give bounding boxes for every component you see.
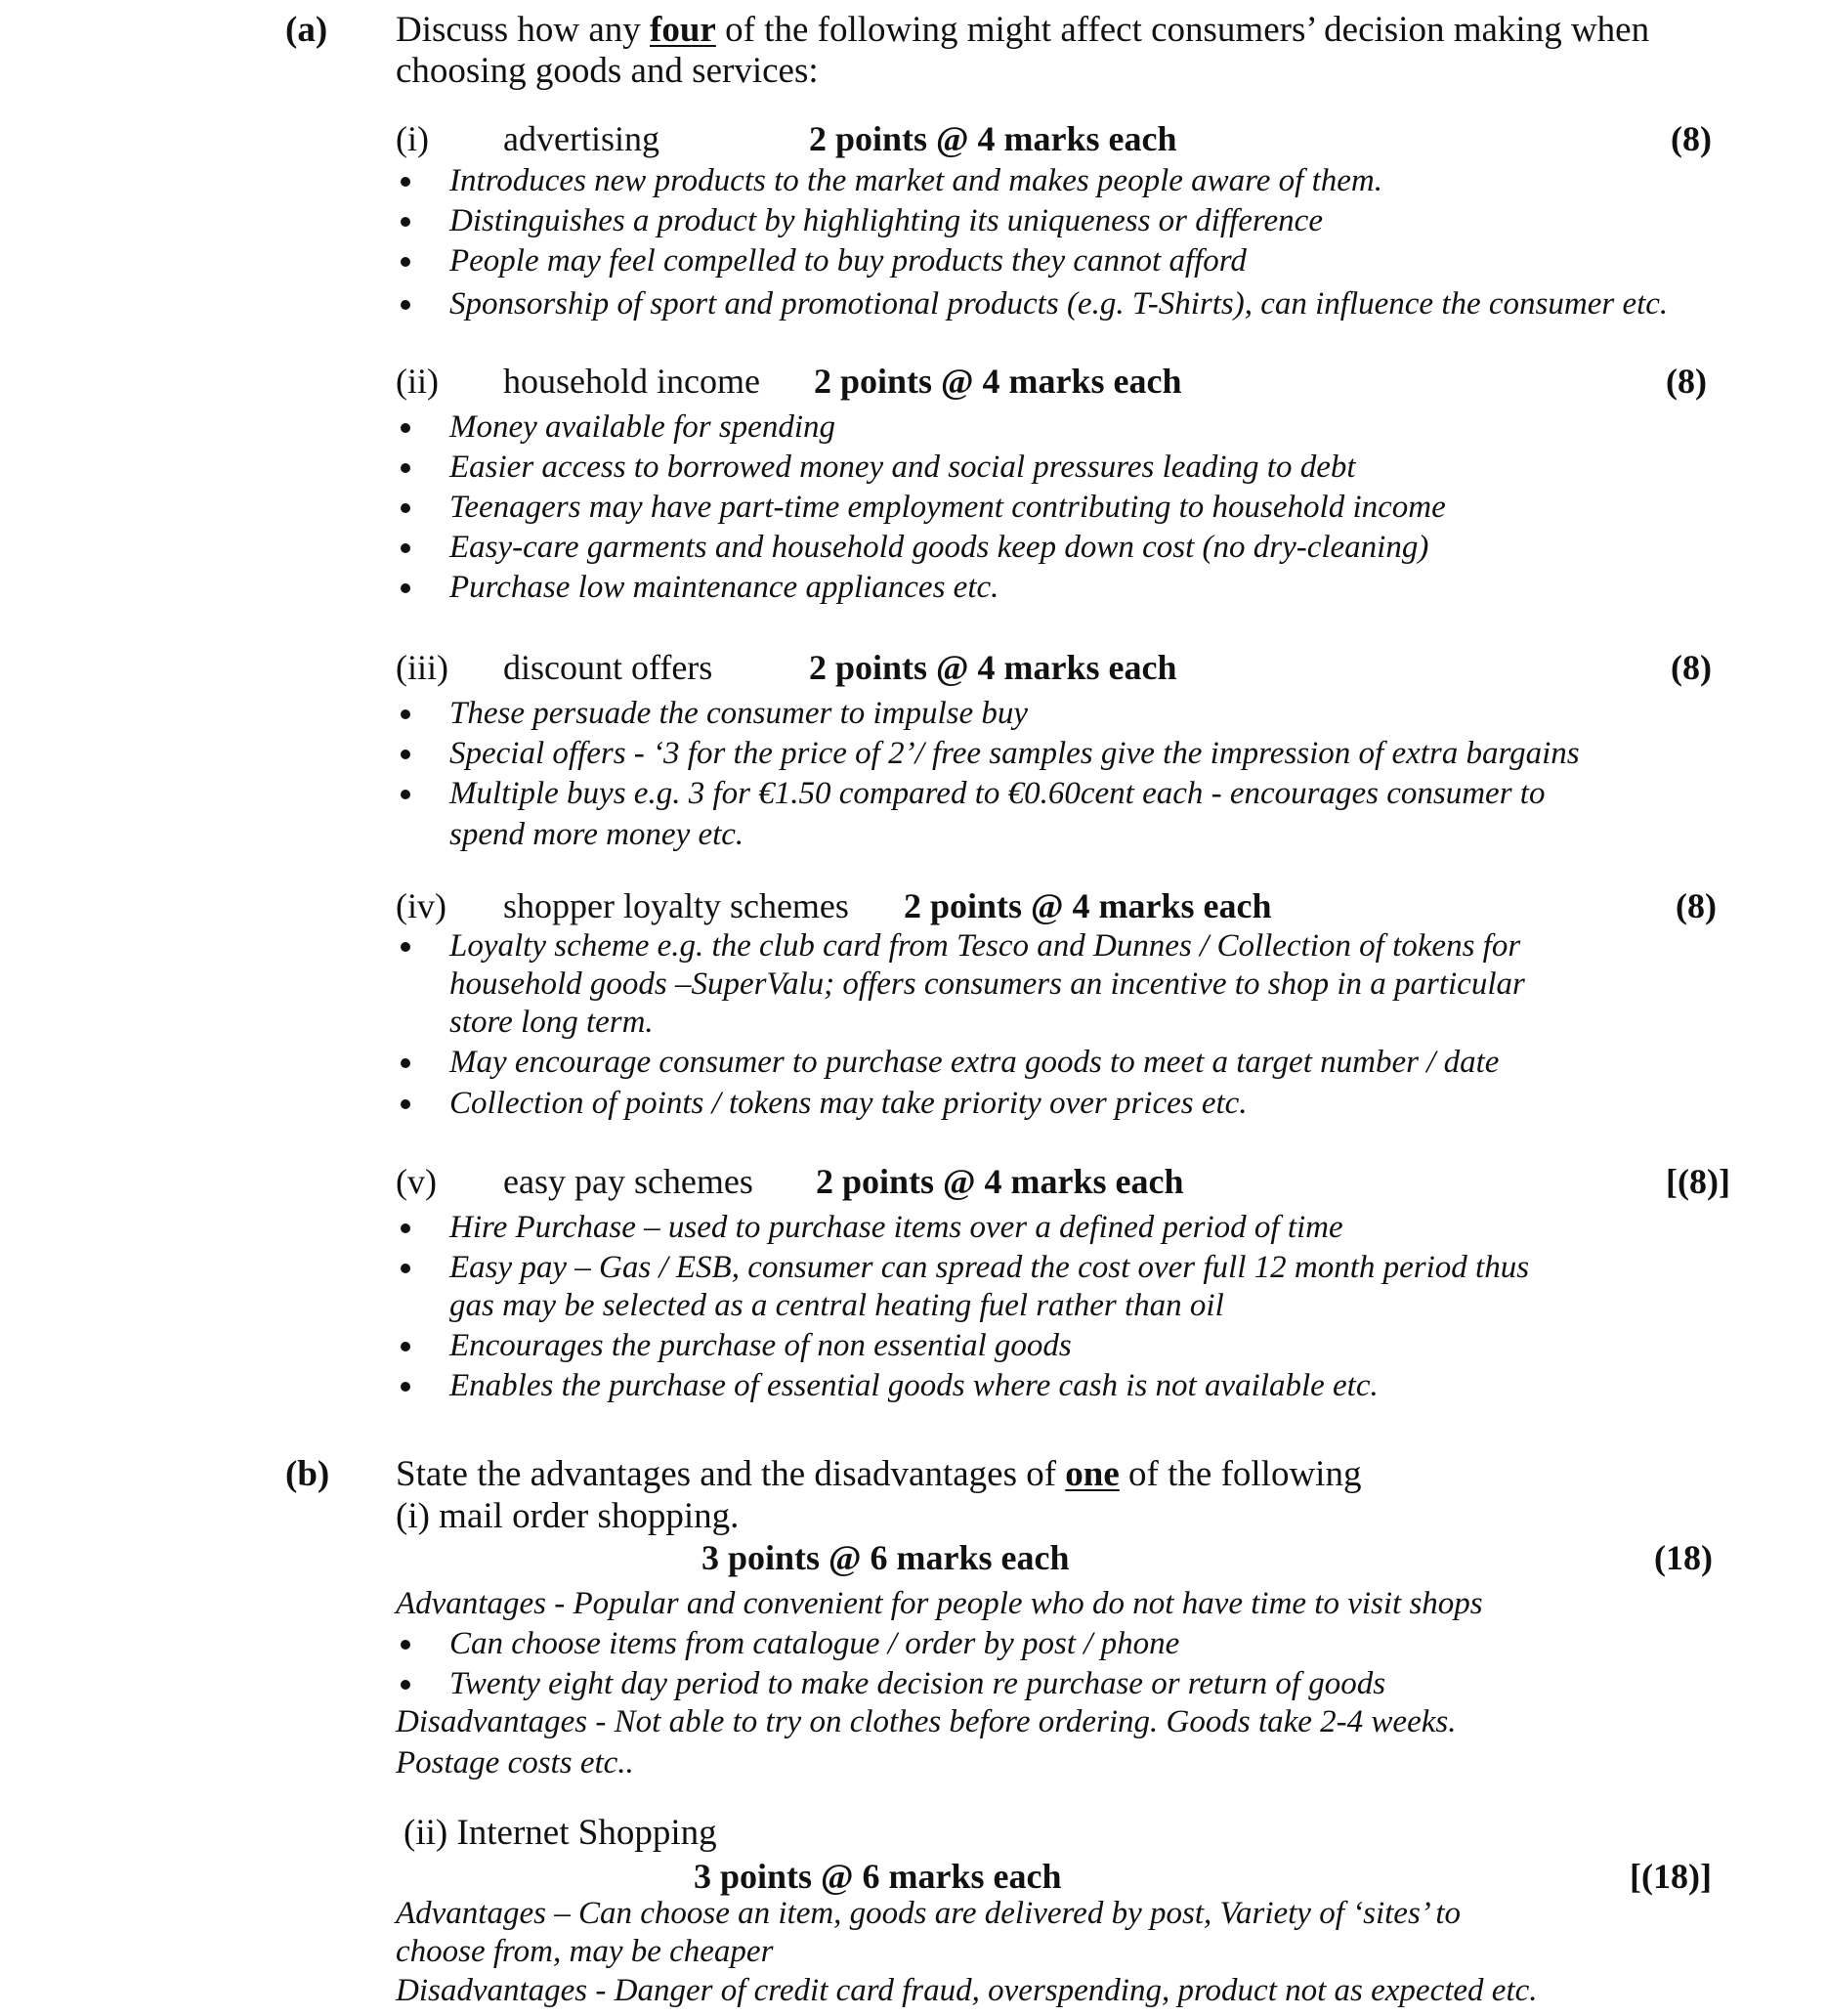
- item-v-point-2: Easy pay – Gas / ESB, consumer can spread the cost over full 12 month period thus: [449, 1250, 1530, 1285]
- bullet-dot: [401, 1342, 410, 1351]
- item-iv-allocation: 2 points @ 4 marks each: [904, 886, 1272, 925]
- item-iv-topic: shopper loyalty schemes: [503, 886, 849, 925]
- item-i-point-1: Introduces new products to the market and makes people aware of them.: [449, 163, 1382, 198]
- part-b-stem-pre: State the advantages and the disadvantages of: [396, 1454, 1066, 1494]
- bullet-dot: [401, 423, 410, 433]
- sub-ii-marks: [(18)]: [1630, 1857, 1712, 1896]
- item-ii-allocation: 2 points @ 4 marks each: [814, 362, 1182, 401]
- item-ii-point-1: Money available for spending: [449, 409, 836, 445]
- item-v-point-4: Enables the purchase of essential goods where cash is not available etc.: [449, 1368, 1379, 1403]
- item-iv-point-1-cont-b: store long term.: [449, 1005, 654, 1040]
- item-iv-point-3: Collection of points / tokens may take priority over prices etc.: [449, 1086, 1248, 1121]
- item-iii-topic: discount offers: [503, 648, 713, 687]
- part-b-label: (b): [285, 1454, 330, 1494]
- bullet-dot: [401, 463, 410, 473]
- item-i-numeral: (i): [396, 119, 429, 158]
- item-iii-point-3: Multiple buys e.g. 3 for €1.50 compared to €0.60cent each - encourages consumer to: [449, 776, 1546, 811]
- item-iv-marks: (8): [1676, 886, 1717, 925]
- item-iv-point-1: Loyalty scheme e.g. the club card from Tesco and Dunnes / Collection of tokens for: [449, 928, 1521, 964]
- item-ii-point-2: Easier access to borrowed money and social pressures leading to debt: [449, 450, 1356, 485]
- bullet-dot: [401, 583, 410, 593]
- bullet-dot: [401, 177, 410, 187]
- sub-ii-disadvantages: Disadvantages - Danger of credit card fraud, overspending, product not as expected etc.: [396, 1973, 1538, 2008]
- part-a-question-line2: choosing goods and services:: [396, 51, 819, 91]
- item-v-point-3: Encourages the purchase of non essential goods: [449, 1328, 1072, 1363]
- item-iii-numeral: (iii): [396, 648, 448, 687]
- sub-i-marks: (18): [1654, 1538, 1713, 1577]
- part-a-label: (a): [285, 10, 328, 50]
- sub-ii-allocation: 3 points @ 6 marks each: [694, 1857, 1062, 1896]
- bullet-dot: [401, 257, 410, 267]
- item-ii-point-5: Purchase low maintenance appliances etc.: [449, 570, 999, 605]
- sub-i-point-2: Twenty eight day period to make decision re purchase or return of goods: [449, 1666, 1386, 1701]
- sub-ii-advantages-line1: Advantages – Can choose an item, goods are delivered by post, Variety of ‘sites’ to: [396, 1896, 1462, 1931]
- item-i-marks: (8): [1671, 119, 1712, 158]
- sub-i-point-1: Can choose items from catalogue / order by post / phone: [449, 1626, 1180, 1661]
- bullet-dot: [401, 217, 410, 227]
- item-iii-marks: (8): [1671, 648, 1712, 687]
- item-v-numeral: (v): [396, 1162, 437, 1201]
- sub-ii-advantages-line2: choose from, may be cheaper: [396, 1934, 774, 1969]
- part-a-question-line1: [396, 12, 1649, 48]
- item-ii-point-3: Teenagers may have part-time employment contributing to household income: [449, 490, 1446, 525]
- part-b-question: [396, 1456, 1361, 1492]
- item-v-point-1: Hire Purchase – used to purchase items over a defined period of time: [449, 1210, 1343, 1245]
- bullet-dot: [401, 300, 410, 310]
- sub-i-disadvantages-line2: Postage costs etc..: [396, 1745, 634, 1780]
- item-iv-numeral: (iv): [396, 886, 446, 925]
- item-i-topic: advertising: [503, 119, 659, 158]
- sub-ii-title: (ii) Internet Shopping: [404, 1813, 717, 1853]
- bullet-dot: [401, 503, 410, 513]
- part-b-stem-emphasis: one: [1065, 1454, 1120, 1494]
- item-ii-topic: household income: [503, 362, 760, 401]
- sub-i-advantages: Advantages - Popular and convenient for people who do not have time to visit shops: [396, 1586, 1483, 1621]
- item-v-topic: easy pay schemes: [503, 1162, 753, 1201]
- part-a-stem-emphasis: four: [650, 10, 716, 50]
- sub-i-disadvantages-line1: Disadvantages - Not able to try on clothes before ordering. Goods take 2-4 weeks.: [396, 1704, 1457, 1739]
- item-iv-point-1-cont-a: household goods –SuperValu; offers consumers an incentive to shop in a particular: [449, 966, 1525, 1002]
- bullet-dot: [401, 1058, 410, 1068]
- item-ii-point-4: Easy-care garments and household goods keep down cost (no dry-cleaning): [449, 530, 1429, 565]
- item-v-allocation: 2 points @ 4 marks each: [816, 1162, 1184, 1201]
- bullet-dot: [401, 1099, 410, 1109]
- item-i-point-3: People may feel compelled to buy products they cannot afford: [449, 243, 1247, 279]
- item-ii-marks: (8): [1666, 362, 1707, 401]
- bullet-dot: [401, 750, 410, 759]
- bullet-dot: [401, 1223, 410, 1233]
- bullet-dot: [401, 1680, 410, 1690]
- item-ii-numeral: (ii): [396, 362, 439, 401]
- bullet-dot: [401, 1264, 410, 1273]
- item-iii-point-3-cont: spend more money etc.: [449, 817, 744, 852]
- item-i-allocation: 2 points @ 4 marks each: [809, 119, 1177, 158]
- bullet-dot: [401, 1382, 410, 1392]
- bullet-dot: [401, 942, 410, 952]
- item-i-point-4: Sponsorship of sport and promotional products (e.g. T-Shirts), can influence the consumer etc.: [449, 286, 1669, 322]
- item-iv-point-2: May encourage consumer to purchase extra goods to meet a target number / date: [449, 1045, 1500, 1080]
- item-iii-allocation: 2 points @ 4 marks each: [809, 648, 1177, 687]
- sub-i-allocation: 3 points @ 6 marks each: [701, 1538, 1070, 1577]
- bullet-dot: [401, 543, 410, 553]
- bullet-dot: [401, 1640, 410, 1650]
- part-b-stem-post: of the following: [1119, 1454, 1362, 1494]
- item-i-point-2: Distinguishes a product by highlighting its uniqueness or difference: [449, 203, 1323, 238]
- part-a-stem-post: of the following might affect consumers’ decision making when: [715, 10, 1650, 50]
- sub-i-title: (i) mail order shopping.: [396, 1496, 740, 1536]
- bullet-dot: [401, 790, 410, 799]
- bullet-dot: [401, 709, 410, 719]
- part-a-stem-pre: Discuss how any: [396, 10, 651, 50]
- item-iii-point-1: These persuade the consumer to impulse buy: [449, 696, 1029, 731]
- item-v-marks: [(8)]: [1666, 1162, 1730, 1201]
- item-iii-point-2: Special offers - ‘3 for the price of 2’/ free samples give the impression of extra bargains: [449, 736, 1580, 771]
- item-v-point-2-cont: gas may be selected as a central heating fuel rather than oil: [449, 1288, 1224, 1323]
